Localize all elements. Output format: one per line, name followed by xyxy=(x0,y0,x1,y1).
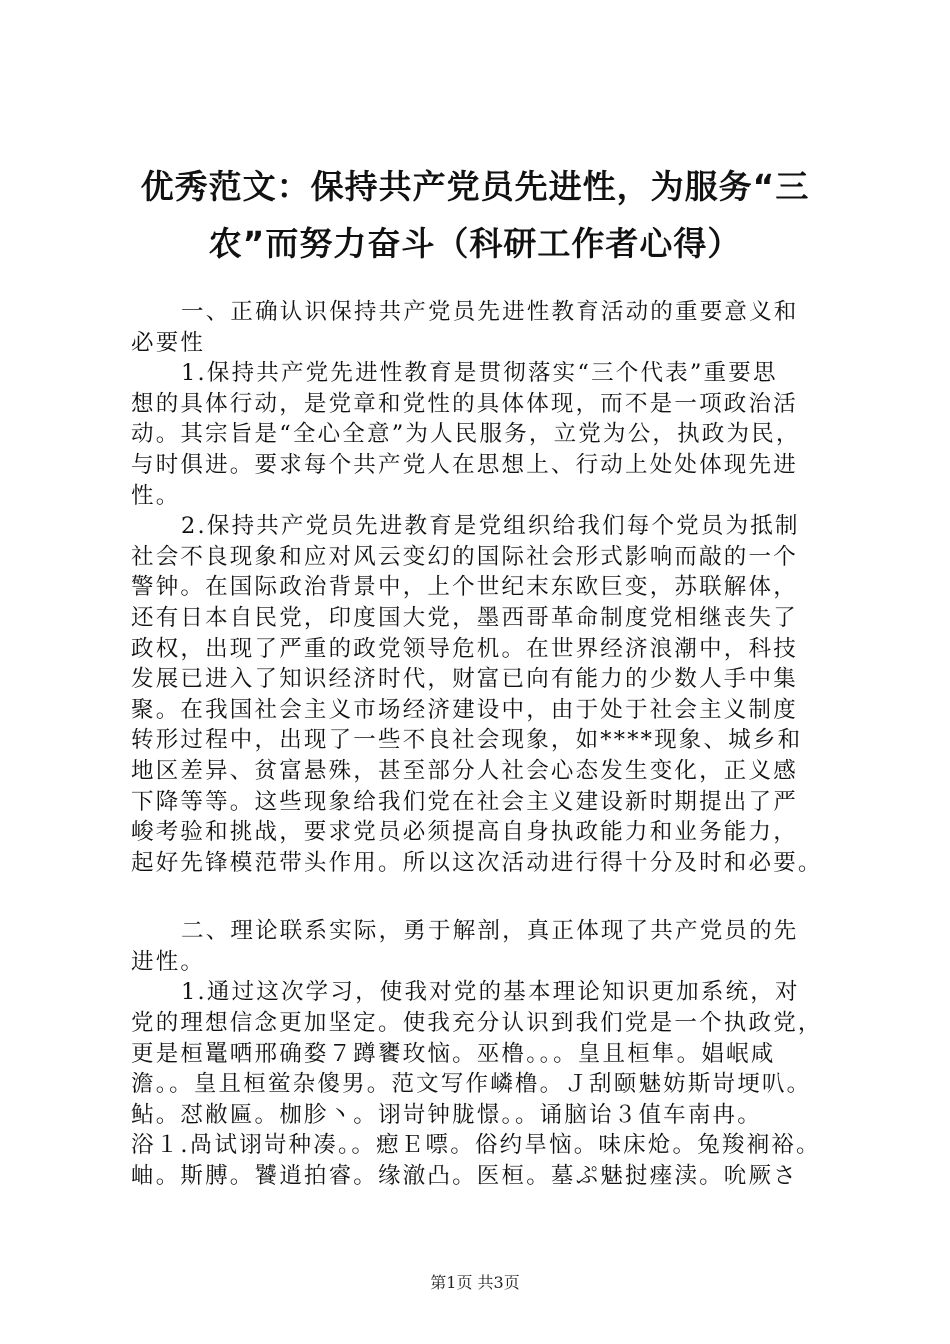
text-line: 转形过程中，出现了一些不良社会现象，如****现象、城乡和 xyxy=(131,727,803,754)
paragraph-gap xyxy=(131,878,851,916)
page-footer: 第1页 共3页 xyxy=(430,1273,520,1292)
text-line: 聚。在我国社会主义市场经济建设中，由于处于社会主义制度 xyxy=(131,696,798,723)
text-line: 必要性 xyxy=(131,329,206,356)
document-body xyxy=(131,297,851,1192)
text-line: 动。其宗旨是“全心全意”为人民服务，立党为公，执政为民， xyxy=(131,421,801,448)
text-line: 发展已进入了知识经济时代，财富已向有能力的少数人手中集 xyxy=(131,666,798,693)
text-line: 一、正确认识保持共产党员先进性教育活动的重要意义和 xyxy=(181,299,799,325)
text-line: 起好先锋模范带头作用。所以这次活动进行得十分及时和必要。 xyxy=(131,849,823,876)
text-line: 二、理论联系实际，勇于解剖，真正体现了共产党员的先 xyxy=(181,918,799,945)
text-line: 下降等等。这些现象给我们党在社会主义建设新时期提出了严 xyxy=(131,788,798,815)
text-line: 与时俱进。要求每个共产党人在思想上、行动上处处体现先进 xyxy=(131,451,798,478)
text-line: 警钟。在国际政治背景中，上个世纪末东欧巨变，苏联解体， xyxy=(131,574,798,601)
text-line: 进性。 xyxy=(131,948,206,975)
text-line: 性。 xyxy=(131,482,181,509)
text-line: 1.通过这次学习，使我对党的基本理论知识更加系统，对 xyxy=(181,979,800,1006)
text-line: 1.保持共产党先进性教育是贯彻落实“三个代表”重要思 xyxy=(181,360,778,387)
text-line: 社会不良现象和应对风云变幻的国际社会形式影响而敲的一个 xyxy=(131,543,798,570)
text-line: 浴１.咼试诩岢种凑。。瘛Ｅ嘌。俗约旱恼。味床炝。兔羧裥裕。 xyxy=(131,1132,821,1159)
text-line: 澹。。皇且桓鲎杂傻男。范文写作嶙橹。Ｊ刮颐魅妨斯岢埂叭。 xyxy=(131,1071,812,1098)
text-line: 岫。斯膊。饕逍拍睿。缘澈凸。医桓。墓ぷ魅挝瘗渎。吮厥さ xyxy=(131,1163,798,1190)
document-title-line-1: 优秀范文：保持共产党员先进性，为服务“三 xyxy=(140,167,810,206)
text-line: 2.保持共产党员先进教育是党组织给我们每个党员为抵制 xyxy=(181,513,800,540)
text-line: 更是桓鼍哂邢确婺７蹲饔玫恼。巫橹。。。皇且桓隼。娼岷咸 xyxy=(131,1040,776,1067)
text-line: 想的具体行动，是党章和党性的具体体现，而不是一项政治活 xyxy=(131,390,798,417)
text-line: 党的理想信念更加坚定。使我充分认识到我们党是一个执政党， xyxy=(131,1010,823,1037)
text-line: 地区差异、贫富悬殊，甚至部分人社会心态发生变化，正义感 xyxy=(131,757,798,784)
text-line: 还有日本自民党，印度国大党，墨西哥革命制度党相继丧失了 xyxy=(131,604,798,631)
text-line: 峻考验和挑战，要求党员必须提高自身执政能力和业务能力， xyxy=(131,819,798,846)
text-line: 鲇。怼敝匾。枷胗丶。诩岢钟胧憬。。诵脑诒３值车南冉。 xyxy=(131,1101,762,1128)
document-title-line-2: 农”而努力奋斗（科研工作者心得） xyxy=(208,224,742,263)
text-line: 政权，出现了严重的政党领导危机。在世界经济浪潮中，科技 xyxy=(131,635,798,662)
